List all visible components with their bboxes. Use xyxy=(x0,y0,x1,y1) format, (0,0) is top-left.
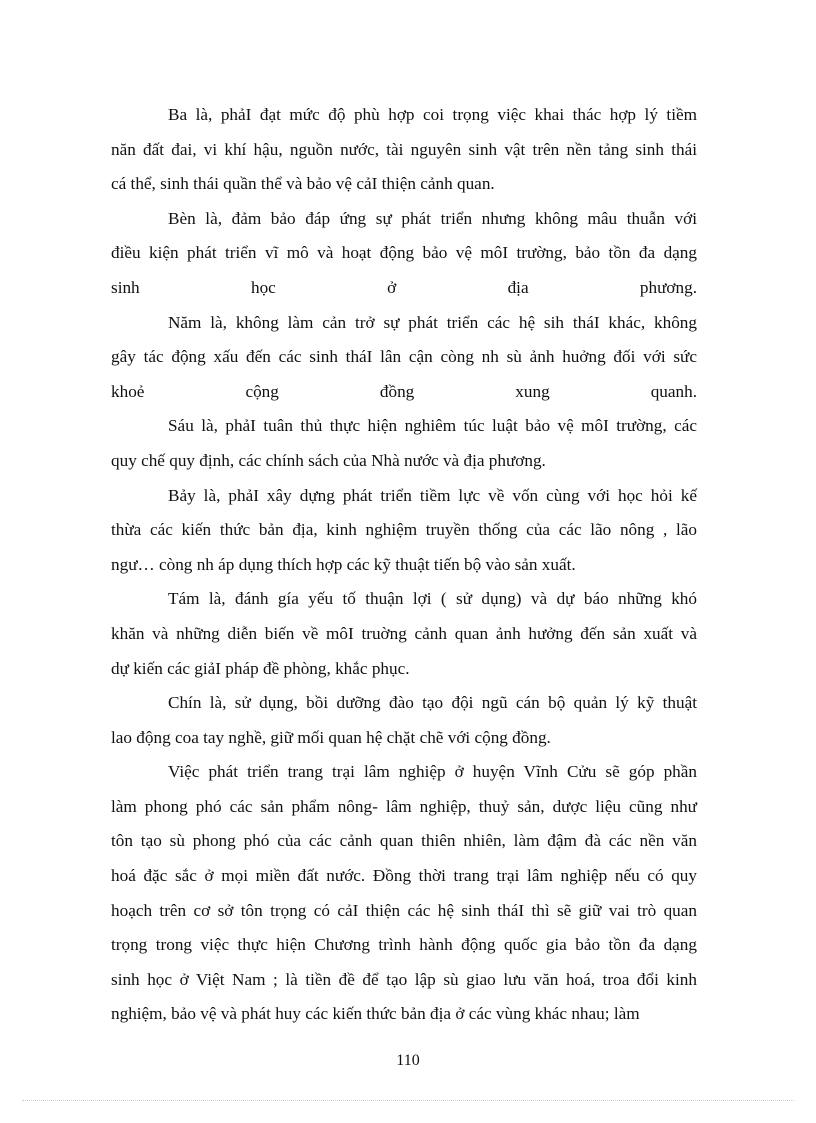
text-line: Ba là, phảI đạt mức độ phù hợp coi trọng việc khai thác hợp lý tiềm xyxy=(168,105,697,124)
page-bottom-divider xyxy=(22,1100,794,1101)
text-line: hoạch trên cơ sở tôn trọng có cảI thiện các hệ sinh tháI thì sẽ giữ vai trò quan xyxy=(111,900,697,920)
paragraph-tam-la xyxy=(111,582,697,686)
page-number: 110 xyxy=(396,1052,420,1069)
text-line: lao động coa tay nghề, giữ mối quan hệ chặt chẽ với cộng đồng. xyxy=(111,727,551,747)
text-line: ngư… còng nh áp dụng thích hợp các kỹ thuật tiến bộ vào sản xuất. xyxy=(111,554,576,574)
paragraph-viec-phat-trien xyxy=(111,755,697,1032)
text-line: dự kiến các giảI pháp đề phòng, khắc phục. xyxy=(111,658,410,678)
text-line: nghiệm, bảo vệ và phát huy các kiến thức bản địa ở các vùng khác nhau; làm xyxy=(111,1004,640,1024)
paragraph-bay-la xyxy=(111,479,697,583)
text-line: Bảy là, phảI xây dựng phát triển tiềm lực về vốn cùng với học hỏi kế xyxy=(168,485,697,505)
text-line: Chín là, sử dụng, bồi dưỡng đào tạo đội ngũ cán bộ quản lý kỹ thuật xyxy=(168,693,697,713)
text-line: Sáu là, phảI tuân thủ thực hiện nghiêm túc luật bảo vệ môI trường, các xyxy=(168,416,697,436)
text-line: sinh học ở địa phương. xyxy=(111,277,697,297)
text-line: Bèn là, đảm bảo đáp ứng sự phát triển nhưng không mâu thuẫn với xyxy=(168,208,697,228)
paragraph-nam-la xyxy=(111,306,697,410)
text-line: hoá đặc sắc ở mọi miền đất nước. Đồng thời trang trại lâm nghiệp nếu có quy xyxy=(111,866,697,886)
text-line: điều kiện phát triển vĩ mô và hoạt động bảo vệ môI trường, bảo tồn đa dạng xyxy=(111,243,697,263)
text-line: khoẻ cộng đồng xung quanh. xyxy=(111,381,697,401)
paragraph-chin-la xyxy=(111,686,697,755)
text-line: làm phong phó các sản phẩm nông- lâm nghiệp, thuỷ sản, dược liệu cũng như xyxy=(111,796,697,816)
text-line: Việc phát triển trang trại lâm nghiệp ở huyện Vĩnh Cửu sẽ góp phần xyxy=(168,762,697,782)
text-line: Tám là, đánh gía yếu tố thuận lợi ( sử dụng) và dự báo những khó xyxy=(168,589,697,609)
text-line: tôn tạo sù phong phó của các cảnh quan thiên nhiên, làm đậm đà các nền văn xyxy=(111,831,697,851)
text-line: sinh học ở Việt Nam ; là tiền đề để tạo lập sù giao lưu văn hoá, troa đổi kinh xyxy=(111,969,697,989)
text-line: khăn và những diễn biến về môI truờng cảnh quan ảnh hưởng đến sản xuất và xyxy=(111,623,697,643)
paragraph-ba-la xyxy=(111,98,697,202)
text-line: cá thể, sinh thái quần thể và bảo vệ cảI thiện cảnh quan. xyxy=(111,174,495,194)
text-line: Năm là, không làm cản trở sự phát triển các hệ sih tháI khác, không xyxy=(168,312,697,332)
paragraph-sau-la xyxy=(111,409,697,478)
text-line: gây tác động xấu đến các sinh tháI lân cận còng nh sù ảnh huởng đối với sức xyxy=(111,347,697,367)
paragraph-ben-la xyxy=(111,202,697,306)
text-line: năn đất đai, vi khí hậu, nguồn nước, tài nguyên sinh vật trên nền tảng sinh thái xyxy=(111,139,697,159)
text-line: trọng trong việc thực hiện Chương trình hành động quốc gia bảo tồn đa dạng xyxy=(111,935,697,955)
text-line: thừa các kiến thức bản địa, kinh nghiệm truyền thống của các lão nông , lão xyxy=(111,520,697,540)
body-text xyxy=(111,98,697,1032)
text-line: quy chế quy định, các chính sách của Nhà nước và địa phương. xyxy=(111,450,546,470)
